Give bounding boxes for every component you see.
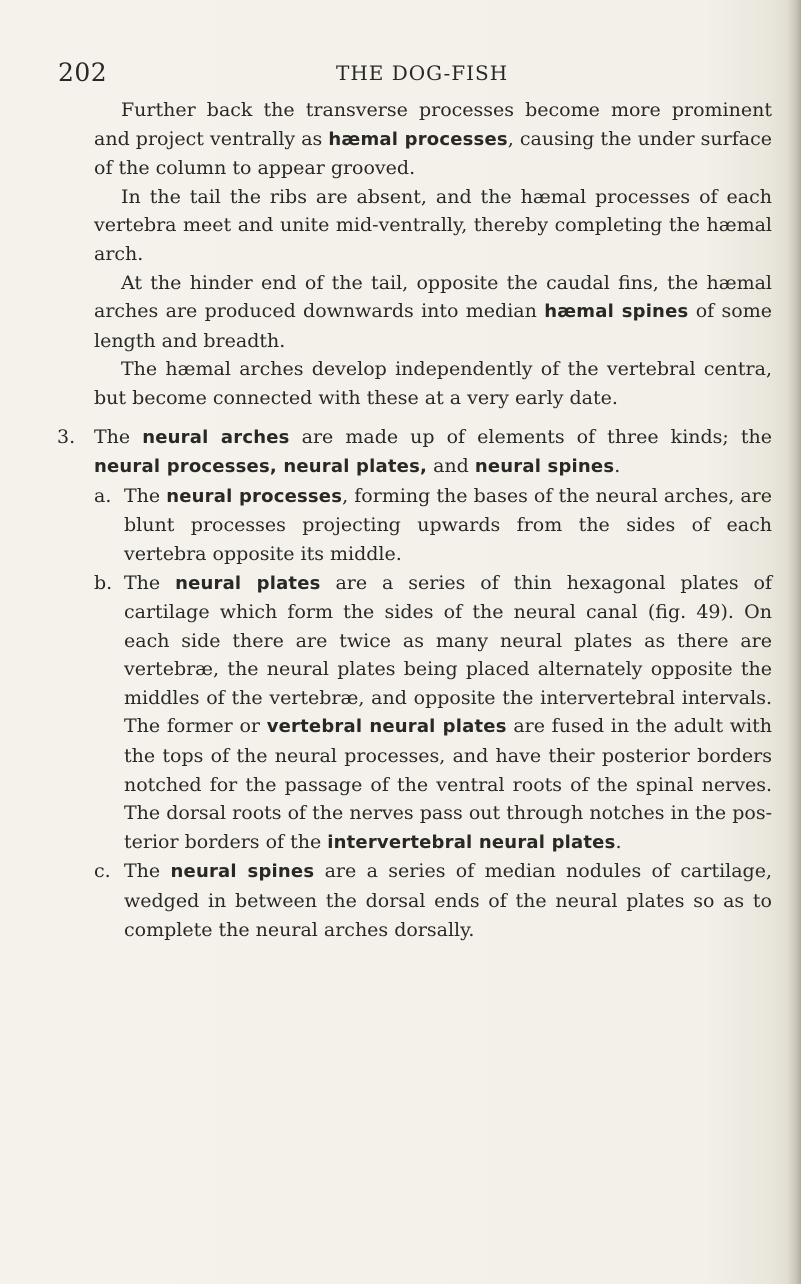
list-item-3-neural-arches: [57, 423, 772, 482]
term-neural-plates: neural plates: [175, 572, 321, 594]
text-run: of some length and breadth.: [94, 300, 772, 352]
text-run: At the hinder end of the tail, opposite the caudal fins, the hæmal arches are produced downwards into median: [94, 271, 772, 323]
term-neural-spines: neural spines: [170, 861, 315, 883]
page-number: 202: [58, 58, 108, 87]
list-item-b-neural-plates: [94, 569, 773, 858]
text-run: are a series of median nodules of cartilage, wedged in between the dorsal ends of the neural plates so as to complete the neural arches dorsally.: [124, 860, 773, 941]
paragraph-haemal-development: [94, 355, 772, 412]
text-run: and: [427, 455, 475, 478]
paragraph-haemal-processes: [94, 96, 772, 183]
paragraph-haemal-spines: [94, 269, 772, 356]
text-run: The: [124, 484, 167, 507]
list-item-a-neural-processes: [94, 482, 772, 569]
text-run: are a series of thin hexagonal plates of cartilage which form the sides of the neural canal (fig. 49). On each side there are twice as many neural plates as there are vertebræ, the neural plates being placed alternately opposite the middles of the vertebræ, and opposite the intervertebral intervals. The former or: [124, 571, 773, 738]
term-neural-processes-plates: neural processes, neural plates,: [94, 456, 428, 478]
text-run: are fused in the adult with the tops of the neural processes, and have their posterior borders notched for the passage of the ventral roots of the spinal nerves. The dorsal roots of the nerves pass out through notches in the posterior borders of the: [124, 715, 772, 853]
term-haemal-processes: hæmal processes: [328, 128, 508, 150]
term-neural-processes: neural processes: [166, 485, 343, 507]
term-haemal-spines: hæmal spines: [544, 301, 689, 323]
page-edge-shadow: [787, 0, 801, 1284]
term-intervertebral-neural-plates: intervertebral neural plates: [327, 831, 616, 853]
term-vertebral-neural-plates: vertebral neural plates: [266, 716, 507, 738]
running-head: THE DOG-FISH: [336, 61, 509, 85]
list-letter: b.: [94, 571, 113, 594]
list-item-c-neural-spines: [94, 857, 773, 944]
body-text: [0, 96, 801, 944]
paragraph-tail-ribs: [94, 183, 772, 269]
term-neural-spines: neural spines: [474, 456, 615, 478]
page-header: [0, 58, 801, 88]
text-run: , forming the bases of the neural arches, are blunt processes projecting upwards from the sides of each vertebra opposite its middle.: [124, 484, 772, 565]
text-run: The: [124, 571, 176, 594]
term-neural-arches: neural arches: [142, 426, 290, 448]
text-run: The: [94, 425, 143, 448]
text-run: .: [615, 830, 622, 853]
text-run: Further back the transverse processes become more prominent and project ventrally as: [94, 99, 772, 150]
text-run: are made up of elements of three kinds; the: [289, 425, 772, 448]
text-run: .: [614, 455, 621, 478]
text-run: The hæmal arches develop independently of the vertebral centra, but become connected with these at a very early date.: [94, 358, 772, 409]
text-run: In the tail the ribs are absent, and the hæmal processes of each vertebra meet and unite mid-ventrally, thereby completing the hæmal arch.: [94, 185, 772, 265]
text-run: , causing the under surface of the column to appear grooved.: [94, 127, 772, 180]
list-letter: a.: [94, 484, 112, 507]
list-letter: c.: [94, 860, 111, 883]
text-run: The: [124, 860, 171, 883]
list-number: 3.: [57, 425, 76, 448]
